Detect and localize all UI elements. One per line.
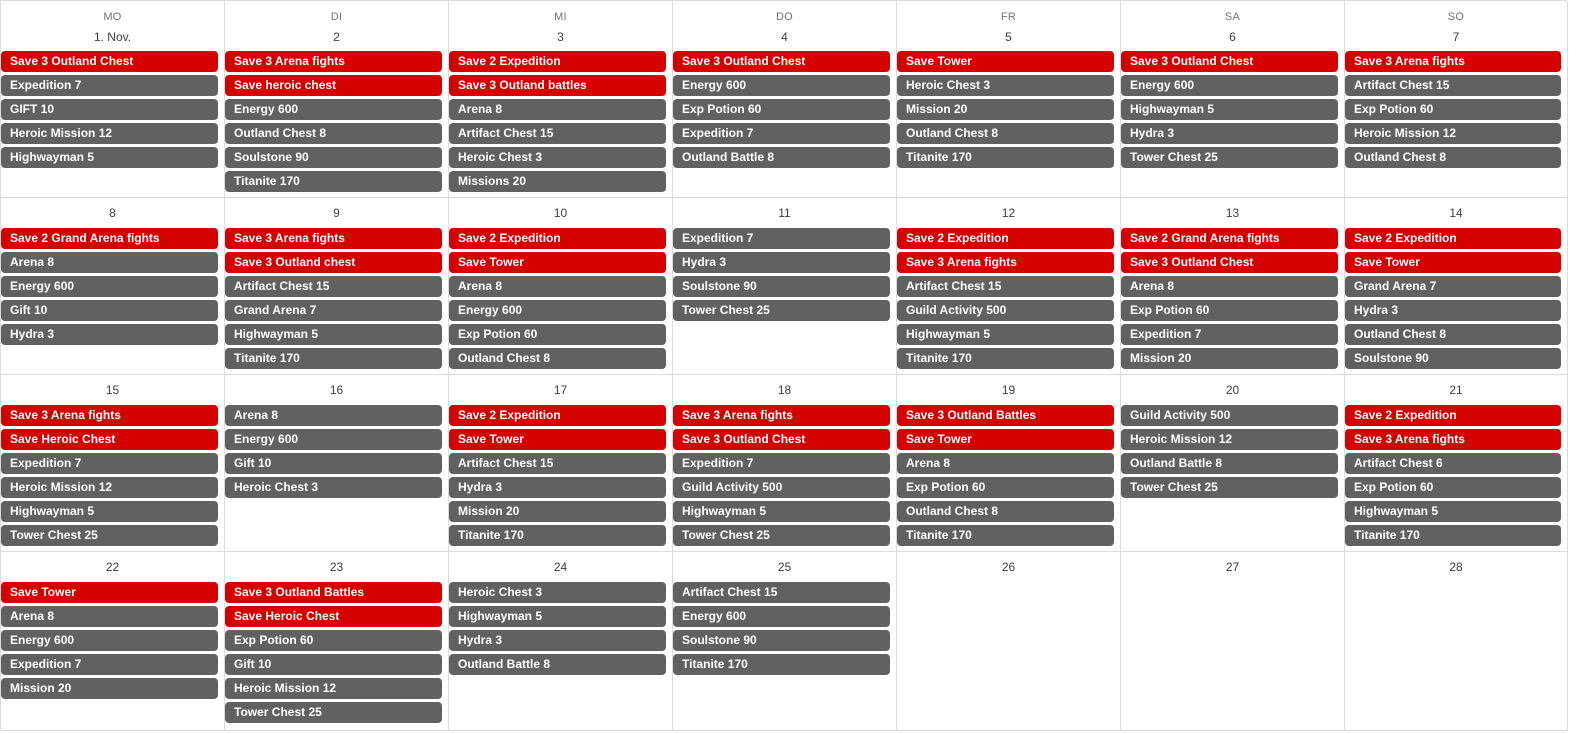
- event-chip[interactable]: Highwayman 5: [1, 147, 218, 168]
- event-chip[interactable]: Outland Chest 8: [1345, 324, 1561, 345]
- weekday-header: DI: [330, 11, 343, 23]
- event-chip[interactable]: Soulstone 90: [1345, 348, 1561, 369]
- event-chip[interactable]: Arena 8: [449, 276, 666, 297]
- event-chip[interactable]: Highwayman 5: [897, 324, 1114, 345]
- day-cell[interactable]: [449, 552, 673, 731]
- event-chip[interactable]: Highwayman 5: [1121, 99, 1338, 120]
- event-chip[interactable]: Grand Arena 7: [225, 300, 442, 321]
- event-list: [1121, 228, 1338, 372]
- event-list: [449, 51, 666, 195]
- highlighted-event-chip[interactable]: Save 2 Expedition: [1345, 405, 1561, 426]
- event-chip[interactable]: Highwayman 5: [225, 324, 442, 345]
- event-list: [897, 405, 1114, 549]
- event-chip[interactable]: Expedition 7: [1, 75, 218, 96]
- day-cell[interactable]: [1121, 198, 1345, 375]
- highlighted-event-chip[interactable]: Save 3 Outland Chest: [673, 429, 890, 450]
- highlighted-event-chip[interactable]: Save 2 Expedition: [449, 51, 666, 72]
- event-chip[interactable]: Guild Activity 500: [897, 300, 1114, 321]
- event-chip[interactable]: Energy 600: [225, 429, 442, 450]
- highlighted-event-chip[interactable]: Save Heroic Chest: [1, 429, 218, 450]
- event-list: [1, 405, 218, 549]
- event-list: [1121, 405, 1338, 501]
- day-number[interactable]: 4: [781, 30, 788, 44]
- day-number[interactable]: 14: [1449, 206, 1463, 220]
- event-list: [897, 228, 1114, 372]
- highlighted-event-chip[interactable]: Save 2 Expedition: [1345, 228, 1561, 249]
- event-chip[interactable]: Heroic Chest 3: [449, 147, 666, 168]
- event-chip[interactable]: Outland Chest 8: [225, 123, 442, 144]
- day-cell[interactable]: [1, 198, 225, 375]
- day-number[interactable]: 27: [1225, 560, 1240, 574]
- event-list: [449, 228, 666, 372]
- highlighted-event-chip[interactable]: Save Tower: [1, 582, 218, 603]
- event-chip[interactable]: GIFT 10: [1, 99, 218, 120]
- event-chip[interactable]: Expedition 7: [673, 453, 890, 474]
- event-chip[interactable]: Titanite 170: [225, 171, 442, 192]
- event-chip[interactable]: Tower Chest 25: [1121, 477, 1338, 498]
- event-chip[interactable]: Outland Chest 8: [897, 123, 1114, 144]
- day-cell[interactable]: [897, 375, 1121, 552]
- event-list: [225, 51, 442, 195]
- day-cell[interactable]: [1345, 552, 1568, 731]
- event-list: [449, 405, 666, 549]
- day-number[interactable]: 15: [105, 383, 120, 397]
- day-number[interactable]: 12: [1001, 206, 1016, 220]
- day-number[interactable]: 9: [333, 206, 340, 220]
- event-chip[interactable]: Missions 20: [449, 171, 666, 192]
- day-cell[interactable]: [673, 1, 897, 198]
- event-chip[interactable]: Heroic Chest 3: [449, 582, 666, 603]
- event-chip[interactable]: Outland Chest 8: [449, 348, 666, 369]
- day-cell[interactable]: [225, 552, 449, 731]
- day-cell[interactable]: [225, 1, 449, 198]
- event-chip[interactable]: Heroic Chest 3: [897, 75, 1114, 96]
- event-chip[interactable]: Expedition 7: [1121, 324, 1338, 345]
- day-number[interactable]: 2: [333, 30, 340, 44]
- event-chip[interactable]: Mission 20: [1, 678, 218, 699]
- highlighted-event-chip[interactable]: Save 3 Arena fights: [225, 228, 442, 249]
- event-chip[interactable]: Gift 10: [1, 300, 218, 321]
- event-chip[interactable]: Titanite 170: [449, 525, 666, 546]
- event-chip[interactable]: Energy 600: [1121, 75, 1338, 96]
- event-chip[interactable]: Artifact Chest 15: [449, 123, 666, 144]
- day-cell[interactable]: [673, 198, 897, 375]
- event-chip[interactable]: Exp Potion 60: [673, 99, 890, 120]
- event-chip[interactable]: Grand Arena 7: [1345, 276, 1561, 297]
- event-chip[interactable]: Exp Potion 60: [449, 324, 666, 345]
- day-cell[interactable]: [1, 1, 225, 198]
- highlighted-event-chip[interactable]: Save 3 Arena fights: [673, 405, 890, 426]
- event-chip[interactable]: Highwayman 5: [1, 501, 218, 522]
- day-number[interactable]: 24: [553, 560, 568, 574]
- highlighted-event-chip[interactable]: Save 3 Outland Battles: [225, 582, 442, 603]
- day-cell[interactable]: [673, 552, 897, 731]
- event-chip[interactable]: Hydra 3: [449, 477, 666, 498]
- event-chip[interactable]: Heroic Chest 3: [225, 477, 442, 498]
- event-chip[interactable]: Highwayman 5: [1345, 501, 1561, 522]
- event-chip[interactable]: Hydra 3: [1, 324, 218, 345]
- event-chip[interactable]: Gift 10: [225, 453, 442, 474]
- event-list: [225, 228, 442, 372]
- event-list: [1345, 228, 1561, 372]
- event-chip[interactable]: Heroic Mission 12: [1, 477, 218, 498]
- event-chip[interactable]: Outland Battle 8: [673, 147, 890, 168]
- event-chip[interactable]: Energy 600: [1, 630, 218, 651]
- day-number[interactable]: 8: [109, 206, 116, 220]
- event-list: [1345, 51, 1561, 171]
- event-chip[interactable]: Mission 20: [897, 99, 1114, 120]
- event-chip[interactable]: Exp Potion 60: [1345, 477, 1561, 498]
- event-chip[interactable]: Outland Battle 8: [449, 654, 666, 675]
- event-chip[interactable]: Guild Activity 500: [673, 477, 890, 498]
- day-cell[interactable]: [897, 198, 1121, 375]
- event-chip[interactable]: Artifact Chest 15: [673, 582, 890, 603]
- event-chip[interactable]: Highwayman 5: [449, 606, 666, 627]
- day-cell[interactable]: [1121, 552, 1345, 731]
- day-cell[interactable]: [1345, 1, 1568, 198]
- event-chip[interactable]: Heroic Mission 12: [225, 678, 442, 699]
- highlighted-event-chip[interactable]: Save 3 Outland battles: [449, 75, 666, 96]
- day-number[interactable]: 17: [553, 383, 568, 397]
- event-chip[interactable]: Heroic Mission 12: [1345, 123, 1561, 144]
- day-number[interactable]: 25: [777, 560, 792, 574]
- event-chip[interactable]: Energy 600: [449, 300, 666, 321]
- day-cell[interactable]: [225, 375, 449, 552]
- event-chip[interactable]: Artifact Chest 15: [449, 453, 666, 474]
- event-chip[interactable]: Exp Potion 60: [897, 477, 1114, 498]
- event-chip[interactable]: Tower Chest 25: [673, 525, 890, 546]
- event-list: [225, 582, 442, 726]
- event-chip[interactable]: Heroic Mission 12: [1121, 429, 1338, 450]
- highlighted-event-chip[interactable]: Save Tower: [449, 252, 666, 273]
- day-number[interactable]: 21: [1449, 383, 1463, 397]
- event-chip[interactable]: Titanite 170: [673, 654, 890, 675]
- highlighted-event-chip[interactable]: Save 3 Outland Chest: [673, 51, 890, 72]
- event-list: [1, 51, 218, 171]
- event-chip[interactable]: Gift 10: [225, 654, 442, 675]
- highlighted-event-chip[interactable]: Save 2 Grand Arena fights: [1121, 228, 1338, 249]
- highlighted-event-chip[interactable]: Save 3 Arena fights: [897, 252, 1114, 273]
- highlighted-event-chip[interactable]: Save Heroic Chest: [225, 606, 442, 627]
- event-chip[interactable]: Tower Chest 25: [1, 525, 218, 546]
- event-chip[interactable]: Arena 8: [1121, 276, 1338, 297]
- day-number[interactable]: 7: [1452, 30, 1460, 44]
- day-number[interactable]: 19: [1001, 383, 1016, 397]
- day-cell[interactable]: [673, 375, 897, 552]
- event-chip[interactable]: Outland Chest 8: [1345, 147, 1561, 168]
- event-list: [673, 405, 890, 549]
- event-chip[interactable]: Mission 20: [449, 501, 666, 522]
- weekday-header: MI: [554, 11, 567, 23]
- highlighted-event-chip[interactable]: Save Tower: [1345, 252, 1561, 273]
- event-chip[interactable]: Tower Chest 25: [225, 702, 442, 723]
- event-chip[interactable]: Exp Potion 60: [1121, 300, 1338, 321]
- event-chip[interactable]: Hydra 3: [1121, 123, 1338, 144]
- highlighted-event-chip[interactable]: Save 2 Expedition: [449, 228, 666, 249]
- event-chip[interactable]: Artifact Chest 6: [1345, 453, 1561, 474]
- day-cell[interactable]: [1121, 375, 1345, 552]
- highlighted-event-chip[interactable]: Save 3 Arena fights: [1, 405, 218, 426]
- day-cell[interactable]: [449, 198, 673, 375]
- event-chip[interactable]: Titanite 170: [1345, 525, 1561, 546]
- event-chip[interactable]: Energy 600: [673, 606, 890, 627]
- event-chip[interactable]: Titanite 170: [897, 525, 1114, 546]
- weekday-header: SO: [1447, 11, 1465, 23]
- day-cell[interactable]: [225, 198, 449, 375]
- day-number[interactable]: 6: [1229, 30, 1236, 44]
- event-chip[interactable]: Outland Battle 8: [1121, 453, 1338, 474]
- highlighted-event-chip[interactable]: Save 3 Arena fights: [1345, 51, 1561, 72]
- event-chip[interactable]: Hydra 3: [449, 630, 666, 651]
- highlighted-event-chip[interactable]: Save 3 Outland Chest: [1121, 252, 1338, 273]
- highlighted-event-chip[interactable]: Save heroic chest: [225, 75, 442, 96]
- event-chip[interactable]: Titanite 170: [225, 348, 442, 369]
- day-cell[interactable]: [1345, 375, 1568, 552]
- event-chip[interactable]: Arena 8: [1, 252, 218, 273]
- day-number[interactable]: 10: [553, 206, 568, 220]
- day-cell[interactable]: [449, 1, 673, 198]
- event-list: [673, 228, 890, 324]
- event-chip[interactable]: Titanite 170: [897, 147, 1114, 168]
- event-list: [225, 405, 442, 501]
- highlighted-event-chip[interactable]: Save 3 Outland Chest: [1, 51, 218, 72]
- highlighted-event-chip[interactable]: Save 3 Outland Battles: [897, 405, 1114, 426]
- event-chip[interactable]: Arena 8: [897, 453, 1114, 474]
- day-cell[interactable]: [1345, 198, 1568, 375]
- day-cell[interactable]: [1, 375, 225, 552]
- event-list: [449, 582, 666, 678]
- event-chip[interactable]: Arena 8: [1, 606, 218, 627]
- day-number[interactable]: 11: [778, 206, 791, 220]
- event-chip[interactable]: Outland Chest 8: [897, 501, 1114, 522]
- event-chip[interactable]: Soulstone 90: [673, 630, 890, 651]
- event-list: [1, 228, 218, 348]
- day-number[interactable]: 28: [1449, 560, 1463, 574]
- event-chip[interactable]: Tower Chest 25: [673, 300, 890, 321]
- day-number[interactable]: 23: [329, 560, 344, 574]
- day-cell[interactable]: [897, 552, 1121, 731]
- event-chip[interactable]: Mission 20: [1121, 348, 1338, 369]
- event-chip[interactable]: Tower Chest 25: [1121, 147, 1338, 168]
- highlighted-event-chip[interactable]: Save 2 Grand Arena fights: [1, 228, 218, 249]
- day-number[interactable]: 3: [557, 30, 564, 44]
- event-list: [673, 582, 890, 678]
- event-chip[interactable]: Hydra 3: [673, 252, 890, 273]
- event-chip[interactable]: Arena 8: [225, 405, 442, 426]
- event-chip[interactable]: Guild Activity 500: [1121, 405, 1338, 426]
- event-chip[interactable]: Energy 600: [673, 75, 890, 96]
- weekday-header: MO: [103, 11, 122, 23]
- event-chip[interactable]: Soulstone 90: [225, 147, 442, 168]
- day-cell[interactable]: [1, 552, 225, 731]
- highlighted-event-chip[interactable]: Save 3 Arena fights: [225, 51, 442, 72]
- event-chip[interactable]: Exp Potion 60: [225, 630, 442, 651]
- event-chip[interactable]: Artifact Chest 15: [225, 276, 442, 297]
- weekday-header: SA: [1224, 11, 1241, 23]
- highlighted-event-chip[interactable]: Save Tower: [897, 51, 1114, 72]
- highlighted-event-chip[interactable]: Save 3 Outland Chest: [1121, 51, 1338, 72]
- event-chip[interactable]: Artifact Chest 15: [897, 276, 1114, 297]
- highlighted-event-chip[interactable]: Save 2 Expedition: [897, 228, 1114, 249]
- event-list: [673, 51, 890, 171]
- event-chip[interactable]: Highwayman 5: [673, 501, 890, 522]
- day-number[interactable]: 5: [1005, 30, 1012, 44]
- weekday-header: FR: [1000, 11, 1017, 23]
- day-number[interactable]: 1. Nov.: [93, 30, 132, 44]
- event-chip[interactable]: Energy 600: [1, 276, 218, 297]
- event-chip[interactable]: Energy 600: [225, 99, 442, 120]
- day-cell[interactable]: [1121, 1, 1345, 198]
- day-number[interactable]: 16: [329, 383, 344, 397]
- weekday-header: DO: [775, 11, 794, 23]
- highlighted-event-chip[interactable]: Save 3 Arena fights: [1345, 429, 1561, 450]
- event-chip[interactable]: Expedition 7: [1, 453, 218, 474]
- event-chip[interactable]: Titanite 170: [897, 348, 1114, 369]
- event-list: [1121, 51, 1338, 171]
- event-chip[interactable]: Soulstone 90: [673, 276, 890, 297]
- highlighted-event-chip[interactable]: Save Tower: [449, 429, 666, 450]
- event-chip[interactable]: Artifact Chest 15: [1345, 75, 1561, 96]
- event-chip[interactable]: Expedition 7: [673, 228, 890, 249]
- event-chip[interactable]: Expedition 7: [673, 123, 890, 144]
- event-list: [1, 582, 218, 702]
- highlighted-event-chip[interactable]: Save Tower: [897, 429, 1114, 450]
- highlighted-event-chip[interactable]: Save 3 Outland chest: [225, 252, 442, 273]
- highlighted-event-chip[interactable]: Save 2 Expedition: [449, 405, 666, 426]
- day-number[interactable]: 20: [1225, 383, 1240, 397]
- event-chip[interactable]: Arena 8: [449, 99, 666, 120]
- event-chip[interactable]: Exp Potion 60: [1345, 99, 1561, 120]
- day-cell[interactable]: [897, 1, 1121, 198]
- day-cell[interactable]: [449, 375, 673, 552]
- event-chip[interactable]: Hydra 3: [1345, 300, 1561, 321]
- event-list: [1345, 405, 1561, 549]
- day-number[interactable]: 18: [777, 383, 792, 397]
- event-chip[interactable]: Expedition 7: [1, 654, 218, 675]
- event-list: [897, 51, 1114, 171]
- day-number[interactable]: 26: [1001, 560, 1016, 574]
- event-chip[interactable]: Heroic Mission 12: [1, 123, 218, 144]
- day-number[interactable]: 13: [1225, 206, 1240, 220]
- day-number[interactable]: 22: [105, 560, 120, 574]
